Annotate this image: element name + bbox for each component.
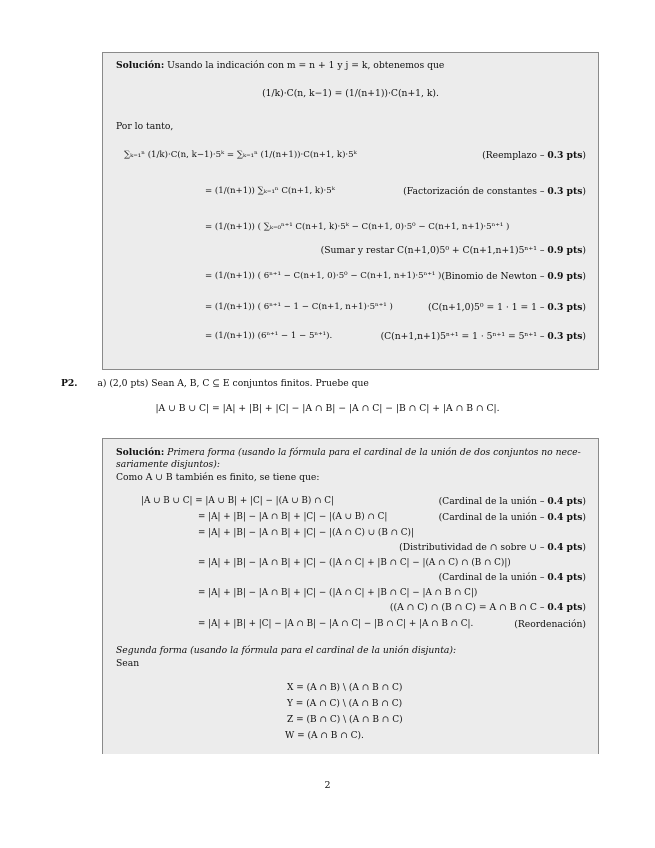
problem-formula bbox=[0, 403, 655, 414]
note-text: ((A ∩ C) ∩ (B ∩ C) = A ∩ B ∩ C – bbox=[389, 602, 548, 613]
problem-label: P2. bbox=[61, 378, 78, 389]
note-text: (C(n+1,0)5⁰ = 1 · 1 = 1 – bbox=[428, 302, 548, 313]
eq-3-expr bbox=[198, 528, 414, 539]
eq-4-note bbox=[399, 542, 586, 553]
box1-therefore bbox=[116, 121, 173, 132]
note-text: (Reemplazo – bbox=[482, 150, 548, 161]
box2-since bbox=[116, 472, 319, 483]
def-text: X = (A ∩ B) \ (A ∩ B ∩ C) bbox=[287, 683, 403, 693]
note-text: (Cardinal de la unión – bbox=[438, 512, 548, 523]
note-close: ) bbox=[582, 186, 586, 197]
note-text: (Distributividad de ∩ sobre ∪ – bbox=[399, 542, 548, 553]
eq-7-expr bbox=[198, 588, 477, 599]
step-4-expr bbox=[205, 271, 441, 282]
eq-expr: = |A| + |B| − |A ∩ B| + |C| − |(A ∩ C) ∪ (B ∩ C)| bbox=[198, 528, 414, 538]
second-way bbox=[116, 645, 456, 656]
box1-intro bbox=[116, 60, 444, 71]
pts-label: 0.9 pts bbox=[547, 245, 583, 256]
pts-label: 0.9 pts bbox=[547, 271, 583, 282]
step-expr: = (1/(n+1)) (6ⁿ⁺¹ − 1 − 5ⁿ⁺¹). bbox=[205, 331, 333, 341]
pts-label: 0.4 pts bbox=[547, 512, 583, 523]
note-text: (Factorización de constantes – bbox=[403, 186, 548, 197]
first-way-text: Primera forma (usando la fórmula para el cardinal de la unión de dos conjuntos no nece- bbox=[167, 447, 581, 458]
note-text: (Cardinal de la unión – bbox=[438, 572, 548, 583]
eq-expr: |A ∪ B ∪ C| = |A ∪ B| + |C| − |(A ∪ B) ∩ C| bbox=[141, 496, 334, 506]
solution-box-1 bbox=[102, 52, 599, 370]
pts-label: 0.4 pts bbox=[547, 496, 583, 507]
step-6-note bbox=[381, 331, 586, 342]
note-close: ) bbox=[582, 602, 586, 613]
step-4-note bbox=[441, 271, 586, 282]
note-text: (Sumar y restar C(n+1,0)5⁰ + C(n+1,n+1)5ⁿ⁺¹ – bbox=[320, 245, 548, 256]
def-text: Z = (B ∩ C) \ (A ∩ B ∩ C) bbox=[287, 715, 403, 725]
step-3-expr bbox=[205, 222, 509, 233]
sean-text: Sean bbox=[116, 658, 140, 669]
eq-2-note bbox=[439, 512, 586, 523]
eq-9-note bbox=[514, 619, 586, 630]
step-1-expr bbox=[124, 150, 357, 161]
box1-identity bbox=[102, 88, 599, 99]
def-text: W = (A ∩ B ∩ C). bbox=[285, 731, 364, 741]
note-close: ) bbox=[582, 512, 586, 523]
eq-expr: = |A| + |B| + |C| − |A ∩ B| − |A ∩ C| − |B ∩ C| + |A ∩ B ∩ C|. bbox=[198, 619, 474, 629]
intro-text: Usando la indicación con m = n + 1 y j = k, obtenemos que bbox=[167, 60, 445, 71]
first-way-text-cont: sariamente disjuntos): bbox=[116, 459, 220, 470]
eq-expr: = |A| + |B| − |A ∩ B| + |C| − (|A ∩ C| + |B ∩ C| − |A ∩ B ∩ C|) bbox=[198, 588, 478, 598]
note-text: (C(n+1,n+1)5ⁿ⁺¹ = 1 · 5ⁿ⁺¹ = 5ⁿ⁺¹ – bbox=[380, 331, 548, 342]
note-close: ) bbox=[582, 331, 586, 342]
problem-text: (2,0 pts) Sean A, B, C ⊆ E conjuntos finitos. Pruebe que bbox=[109, 378, 369, 389]
step-expr: = (1/(n+1)) ( 6ⁿ⁺¹ − 1 − C(n+1, n+1)·5ⁿ⁺¹ ) bbox=[205, 302, 393, 312]
sean bbox=[116, 658, 139, 669]
pts-label: 0.3 pts bbox=[547, 302, 583, 313]
step-1-note bbox=[482, 150, 586, 161]
page-number: 2 bbox=[324, 780, 331, 791]
eq-1-note bbox=[439, 496, 586, 507]
note-close: ) bbox=[582, 245, 586, 256]
def-y bbox=[287, 699, 402, 710]
def-w bbox=[285, 731, 364, 742]
step-expr: = (1/(n+1)) ( ∑ₖ₌₀ⁿ⁺¹ C(n+1, k)·5ᵏ − C(n+1, 0)·5⁰ − C(n+1, n+1)·5ⁿ⁺¹ ) bbox=[205, 222, 510, 232]
step-6-expr bbox=[205, 331, 332, 342]
eq-6-note bbox=[439, 572, 586, 583]
pts-label: 0.4 pts bbox=[547, 542, 583, 553]
step-expr: = (1/(n+1)) ( 6ⁿ⁺¹ − C(n+1, 0)·5⁰ − C(n+1, n+1)·5ⁿ⁺¹ ) bbox=[205, 271, 442, 281]
pts-label: 0.3 pts bbox=[547, 331, 583, 342]
eq-expr: = |A| + |B| − |A ∩ B| + |C| − |(A ∪ B) ∩ C| bbox=[198, 512, 388, 522]
pts-label: 0.3 pts bbox=[547, 150, 583, 161]
eq-2-expr bbox=[198, 512, 387, 523]
note-text: (Reordenación) bbox=[514, 619, 586, 630]
note-close: ) bbox=[582, 271, 586, 282]
eq-5-expr bbox=[198, 558, 511, 569]
eq-1-expr bbox=[141, 496, 334, 507]
pts-label: 0.3 pts bbox=[547, 186, 583, 197]
note-close: ) bbox=[582, 572, 586, 583]
note-text: (Binomio de Newton – bbox=[441, 271, 548, 282]
step-3-note bbox=[321, 245, 586, 256]
identity-formula: (1/k)·C(n, k−1) = (1/(n+1))·C(n+1, k). bbox=[262, 88, 439, 99]
step-expr: = (1/(n+1)) ∑ₖ₌₁ⁿ C(n+1, k)·5ᵏ bbox=[205, 186, 335, 196]
eq-9-expr bbox=[198, 619, 473, 630]
problem-part: a) bbox=[97, 378, 107, 389]
eq-expr: = |A| + |B| − |A ∩ B| + |C| − (|A ∩ C| + |B ∩ C| − |(A ∩ C) ∩ (B ∩ C)|) bbox=[198, 558, 511, 568]
note-text: (Cardinal de la unión – bbox=[438, 496, 548, 507]
def-z bbox=[287, 715, 403, 726]
note-close: ) bbox=[582, 542, 586, 553]
step-5-note bbox=[428, 302, 586, 313]
inclusion-exclusion-formula: |A ∪ B ∪ C| = |A| + |B| + |C| − |A ∩ B| − |A ∩ C| − |B ∩ C| + |A ∩ B ∩ C|. bbox=[155, 403, 500, 414]
pts-label: 0.4 pts bbox=[547, 602, 583, 613]
step-2-note bbox=[403, 186, 586, 197]
step-5-expr bbox=[205, 302, 393, 313]
since-text: Como A ∪ B también es finito, se tiene que: bbox=[116, 472, 320, 483]
def-x bbox=[287, 683, 402, 694]
pts-label: 0.4 pts bbox=[547, 572, 583, 583]
solution-label: Solución: bbox=[116, 447, 165, 458]
therefore-text: Por lo tanto, bbox=[116, 121, 174, 132]
problem-header bbox=[61, 378, 369, 389]
note-close: ) bbox=[582, 302, 586, 313]
note-close: ) bbox=[582, 150, 586, 161]
step-expr: ∑ₖ₌₁ⁿ (1/k)·C(n, k−1)·5ᵏ = ∑ₖ₌₁ⁿ (1/(n+1))·C(n+1, k)·5ᵏ bbox=[124, 150, 357, 160]
def-text: Y = (A ∩ C) \ (A ∩ B ∩ C) bbox=[287, 699, 403, 709]
second-way-text: Segunda forma (usando la fórmula para el cardinal de la unión disjunta): bbox=[116, 645, 457, 656]
note-close: ) bbox=[582, 496, 586, 507]
box2-first-way-1 bbox=[116, 447, 581, 458]
eq-8-note bbox=[390, 602, 586, 613]
solution-label: Solución: bbox=[116, 60, 165, 71]
step-2-expr bbox=[205, 186, 335, 197]
box2-first-way-2 bbox=[116, 459, 220, 470]
